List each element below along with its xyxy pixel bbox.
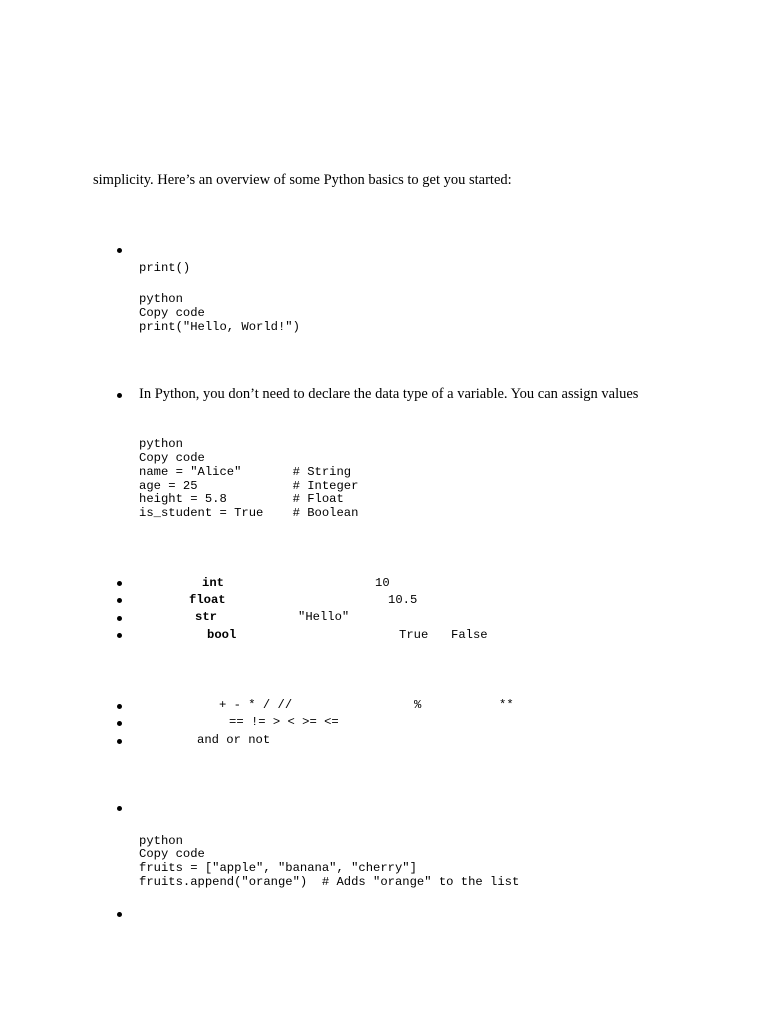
code-line: Copy code (139, 847, 205, 861)
type-int-example: 10 (375, 576, 390, 590)
bullet (117, 721, 122, 726)
code-line: python (139, 834, 183, 848)
bullet (117, 739, 122, 744)
code-line: python (139, 437, 183, 451)
type-str-example: "Hello" (298, 610, 350, 624)
code-line: fruits = ["apple", "banana", "cherry"] (139, 861, 417, 875)
bullet (117, 248, 122, 253)
comparison-operators: == != > < >= <= (229, 715, 339, 729)
code-line: python (139, 292, 183, 306)
code-line: Copy code (139, 306, 205, 320)
type-float-example: 10.5 (388, 593, 418, 607)
bullet (117, 581, 122, 586)
logical-operators: and or not (197, 733, 271, 747)
code-line: is_student = True # Boolean (139, 506, 359, 520)
type-bool-true: True (399, 628, 429, 642)
code-line: print("Hello, World!") (139, 320, 300, 334)
bullet (117, 616, 122, 621)
code-line: name = "Alice" # String (139, 465, 352, 479)
type-bool-false: False (451, 628, 488, 642)
code-line: age = 25 # Integer (139, 479, 359, 493)
inline-code-print: print() (139, 261, 191, 275)
bullet (117, 704, 122, 709)
type-int: int (202, 576, 224, 590)
code-line: fruits.append("orange") # Adds "orange" to the list (139, 875, 520, 889)
intro-paragraph: simplicity. Here’s an overview of some Python basics to get you started: (93, 172, 512, 188)
type-float: float (189, 593, 226, 607)
bullet (117, 393, 122, 398)
variables-text: In Python, you don’t need to declare the data type of a variable. You can assign values (139, 386, 639, 402)
bullet (117, 912, 122, 917)
mod-operator: % (414, 698, 422, 712)
code-line: Copy code (139, 451, 205, 465)
pow-operator: ** (499, 698, 514, 712)
bullet (117, 633, 122, 638)
bullet (117, 806, 122, 811)
arith-operators: + - * / // (219, 698, 293, 712)
type-bool: bool (207, 628, 237, 642)
type-str: str (195, 610, 217, 624)
bullet (117, 598, 122, 603)
code-line: height = 5.8 # Float (139, 492, 344, 506)
